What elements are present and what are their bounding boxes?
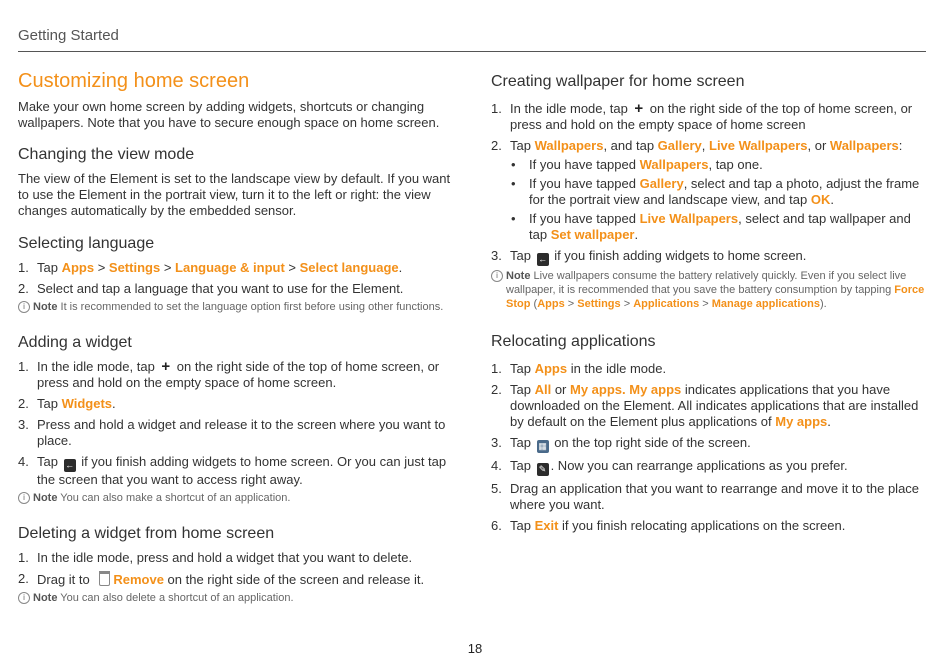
list-item: • If you have tapped Live Wallpapers, select and tap wallpaper and tap Set wallpaper. — [510, 211, 931, 243]
heading-view-mode: Changing the view mode — [18, 146, 195, 163]
arrow-back-icon: ← — [538, 254, 548, 264]
view-mode-text: The view of the Element is set to the landscape view by default. If you want to use the Element in the portrait view, turn it to the left or right: the view changes automatically by the embedded sensor. — [18, 171, 451, 218]
delete-steps — [18, 550, 458, 588]
relocate-steps — [491, 361, 931, 534]
plus-icon: + — [161, 358, 171, 375]
section-adding-widget — [18, 334, 458, 505]
app-grid-icon: ▦ — [538, 441, 547, 451]
section-deleting-widget — [18, 525, 458, 605]
list-item: 3. Tap ▦ on the top right side of the screen. — [491, 435, 751, 451]
list-item: 1. In the idle mode, tap + on the right side of the top of home screen, or press and hold on the empty space of home screen. — [18, 358, 440, 390]
list-item: 4. Tap ← if you finish adding widgets to home screen. Or you can just tap the screen that you want to access right away. — [18, 454, 447, 487]
list-item: 2. Tap Widgets. — [18, 396, 116, 411]
note: i Note You can also delete a shortcut of an application. — [18, 591, 458, 605]
list-item: 2. Select and tap a language that you want to use for the Element. — [18, 281, 404, 296]
select-language-link: Select language — [299, 260, 399, 275]
trash-icon — [99, 571, 110, 586]
edit-icon: ✎ — [537, 463, 549, 476]
widget-steps — [18, 359, 458, 488]
heading-deleting-widget: Deleting a widget from home screen — [18, 525, 275, 542]
info-icon: i — [18, 492, 30, 504]
apps-link: Apps — [61, 260, 95, 275]
note: i Note It is recommended to set the language option first before using other functions. — [18, 300, 458, 314]
list-item: • If you have tapped Gallery, select and tap a photo, adjust the frame for the portrait view and landscape view, and tap OK. — [510, 176, 931, 208]
list-item: 1. Tap Apps in the idle mode. — [491, 361, 667, 376]
list-item: 2. Tap All or My apps. My apps indicates applications that you have downloaded on the Element. All indicates applications that are installed by default on the Element plus applications of My apps. — [491, 382, 919, 429]
heading-adding-widget: Adding a widget — [18, 334, 132, 351]
heading-relocating: Relocating applications — [491, 333, 656, 350]
arrow-back-icon: ← — [65, 460, 75, 470]
intro-text: Make your own home screen by adding widgets, shortcuts or changing wallpapers. Note that you have to secure enough space on home screen. — [18, 99, 440, 130]
language-input-link: Language & input — [175, 260, 285, 275]
note: i Note You can also make a shortcut of an application. — [18, 491, 458, 505]
section-customizing — [18, 70, 458, 131]
list-item: 5. Drag an application that you want to rearrange and move it to the place where you want. — [491, 481, 920, 512]
list-item: 1. In the idle mode, tap + on the right side of the top of home screen, or press and hold on the empty space of home screen — [491, 100, 913, 132]
list-item: 2. Tap Wallpapers, and tap Gallery, Live Wallpapers, or Wallpapers: • If you have tapped Wallpapers, tap one. • If you have tapped Gallery, select and tap a photo, adjust the frame for the portrait view and landscape view, and tap OK. • If you have tapped Live Wallpapers, select and tap wallpaper and tap Set wallpaper. — [491, 138, 931, 243]
left-column — [18, 70, 458, 621]
section-wallpaper — [491, 73, 931, 311]
info-icon: i — [18, 592, 30, 604]
settings-link: Settings — [108, 260, 161, 275]
list-item: 3. Tap ← if you finish adding widgets to home screen. — [491, 248, 807, 264]
page-title: Customizing home screen — [18, 70, 250, 92]
widgets-link: Widgets — [61, 396, 113, 411]
list-item: 4. Tap ✎ . Now you can rearrange applications as you prefer. — [491, 458, 848, 474]
list-item: 1. In the idle mode, press and hold a widget that you want to delete. — [18, 550, 413, 565]
section-view-mode — [18, 146, 458, 219]
header-title: Getting Started — [18, 27, 119, 44]
info-icon: i — [18, 301, 30, 313]
list-item: • If you have tapped Wallpapers, tap one. — [510, 157, 931, 173]
page-header — [18, 27, 926, 52]
list-item: 6. Tap Exit if you finish relocating applications on the screen. — [491, 518, 846, 533]
wallpaper-options — [510, 157, 931, 243]
wallpaper-steps — [491, 101, 931, 266]
heading-language: Selecting language — [18, 235, 155, 252]
list-item: 3. Press and hold a widget and release it to the screen where you want to place. — [18, 417, 446, 448]
info-icon: i — [491, 270, 503, 282]
section-relocating — [491, 333, 931, 534]
note: i Note Live wallpapers consume the battery relatively quickly. Even if you select live wallpaper, it is recommended that you save the battery consumption by tapping Force Stop (Apps > Settings > Applications > Manage applications). — [491, 269, 931, 311]
remove-link: Remove — [113, 572, 164, 587]
right-column — [491, 70, 931, 550]
heading-wallpaper: Creating wallpaper for home screen — [491, 73, 745, 90]
list-item: 2. Drag it to Remove on the right side of the screen and release it. — [18, 571, 425, 587]
page-number: 18 — [467, 641, 483, 656]
list-item: 1. Tap Apps > Settings > Language & input > Select language. — [18, 260, 403, 275]
language-steps — [18, 260, 458, 297]
plus-icon: + — [634, 100, 644, 117]
section-language — [18, 235, 458, 314]
